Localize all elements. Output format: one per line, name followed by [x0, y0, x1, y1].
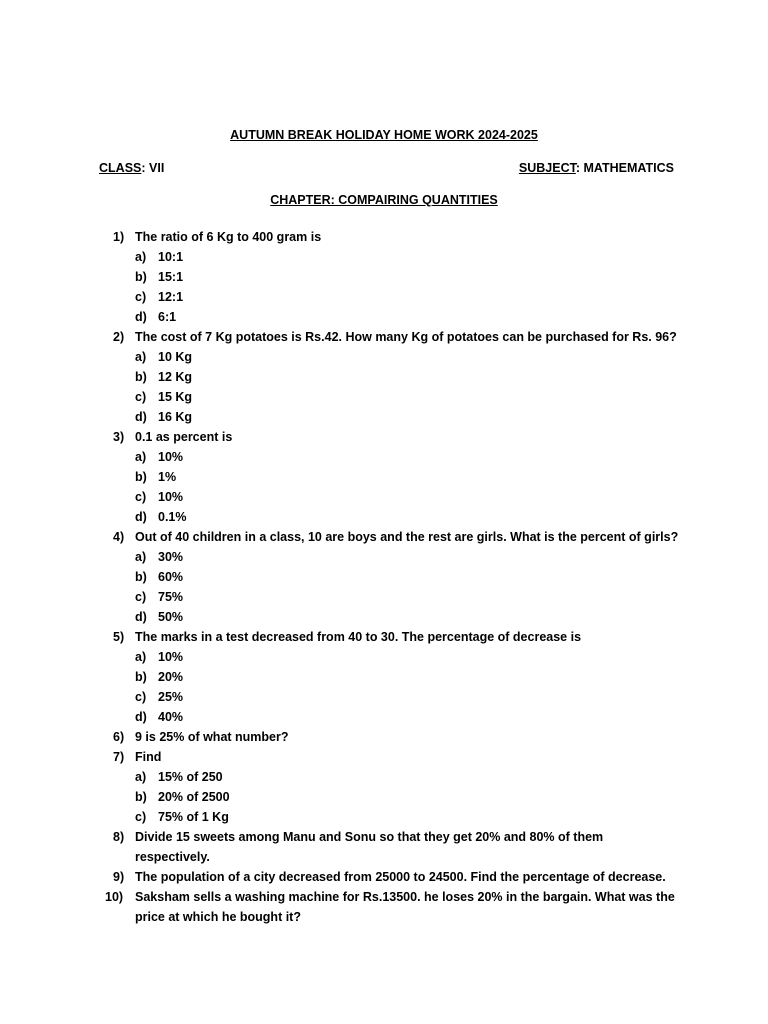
- answer-option: [99, 287, 679, 307]
- answer-option: [99, 567, 679, 587]
- option-text: 15% of 250: [158, 770, 223, 784]
- option-letter: c): [135, 810, 147, 824]
- option-text: 60%: [158, 570, 184, 584]
- question-number: 9): [113, 870, 125, 884]
- option-letter: b): [135, 370, 147, 384]
- question-number: 10): [105, 890, 124, 904]
- option-text: 10%: [158, 450, 184, 464]
- question-item: [99, 627, 679, 647]
- question-text: Divide 15 sweets among Manu and Sonu so that they get 20% and 80% of them respectively.: [135, 830, 604, 864]
- subject-line: [519, 161, 674, 175]
- answer-option: [99, 787, 679, 807]
- answer-option: [99, 347, 679, 367]
- option-letter: d): [135, 610, 147, 624]
- subject-label: SUBJECT: [518, 161, 576, 175]
- answer-option: [99, 387, 679, 407]
- class-value: : VII: [141, 161, 165, 175]
- answer-option: [99, 467, 679, 487]
- option-letter: c): [135, 590, 147, 604]
- option-text: 12 Kg: [158, 370, 193, 384]
- option-text: 15:1: [158, 270, 184, 284]
- answer-option: [99, 267, 679, 287]
- answer-option: [99, 647, 679, 667]
- question-text: 0.1 as percent is: [135, 430, 233, 444]
- question-item: [99, 527, 679, 547]
- document-title: AUTUMN BREAK HOLIDAY HOME WORK 2024-2025: [230, 128, 538, 142]
- option-text: 75%: [158, 590, 184, 604]
- option-text: 10%: [158, 490, 184, 504]
- answer-option: [99, 447, 679, 467]
- question-item: [99, 827, 679, 867]
- option-letter: d): [135, 310, 147, 324]
- question-number: 8): [113, 830, 125, 844]
- option-letter: d): [135, 410, 147, 424]
- question-item: [99, 887, 679, 927]
- option-letter: b): [135, 670, 147, 684]
- answer-option: [99, 667, 679, 687]
- option-text: 10 Kg: [158, 350, 193, 364]
- question-number: 6): [113, 730, 125, 744]
- option-letter: c): [135, 490, 147, 504]
- option-letter: d): [135, 510, 147, 524]
- question-item: [99, 227, 679, 247]
- answer-option: [99, 547, 679, 567]
- answer-option: [99, 407, 679, 427]
- option-letter: a): [135, 450, 147, 464]
- question-text: The ratio of 6 Kg to 400 gram is: [135, 230, 322, 244]
- option-text: 10%: [158, 650, 184, 664]
- option-text: 20% of 2500: [158, 790, 230, 804]
- option-letter: a): [135, 250, 147, 264]
- option-text: 10:1: [158, 250, 184, 264]
- option-text: 1%: [158, 470, 177, 484]
- question-text: 9 is 25% of what number?: [135, 730, 289, 744]
- option-text: 75% of 1 Kg: [158, 810, 229, 824]
- question-number: 1): [113, 230, 125, 244]
- option-letter: b): [135, 270, 147, 284]
- question-item: [99, 867, 679, 887]
- option-letter: b): [135, 790, 147, 804]
- answer-option: [99, 807, 679, 827]
- option-letter: b): [135, 570, 147, 584]
- option-text: 20%: [158, 670, 184, 684]
- option-text: 0.1%: [158, 510, 187, 524]
- option-letter: a): [135, 770, 147, 784]
- option-text: 12:1: [158, 290, 184, 304]
- answer-option: [99, 247, 679, 267]
- question-item: [99, 327, 679, 347]
- question-text: The marks in a test decreased from 40 to 30. The percentage of decrease is: [135, 630, 582, 644]
- answer-option: [99, 687, 679, 707]
- answer-option: [99, 607, 679, 627]
- question-text: The population of a city decreased from 25000 to 24500. Find the percentage of decrease.: [135, 870, 666, 884]
- question-number: 4): [113, 530, 125, 544]
- question-text: Out of 40 children in a class, 10 are boys and the rest are girls. What is the percent of girls?: [135, 530, 679, 544]
- class-line: [99, 161, 164, 175]
- question-number: 3): [113, 430, 125, 444]
- option-text: 16 Kg: [158, 410, 193, 424]
- option-text: 15 Kg: [158, 390, 193, 404]
- option-letter: d): [135, 710, 147, 724]
- option-text: 50%: [158, 610, 184, 624]
- answer-option: [99, 707, 679, 727]
- answer-option: [99, 307, 679, 327]
- option-text: 6:1: [158, 310, 177, 324]
- option-letter: c): [135, 690, 147, 704]
- answer-option: [99, 507, 679, 527]
- question-number: 7): [113, 750, 125, 764]
- answer-option: [99, 587, 679, 607]
- answer-option: [99, 367, 679, 387]
- option-letter: c): [135, 390, 147, 404]
- question-text: Find: [135, 750, 162, 764]
- option-letter: a): [135, 550, 147, 564]
- question-list: [99, 227, 679, 927]
- class-label: CLASS: [99, 161, 142, 175]
- option-text: 40%: [158, 710, 184, 724]
- option-letter: c): [135, 290, 147, 304]
- subject-value: : MATHEMATICS: [575, 161, 674, 175]
- question-number: 5): [113, 630, 125, 644]
- question-item: [99, 427, 679, 447]
- question-item: [99, 727, 679, 747]
- option-letter: a): [135, 650, 147, 664]
- option-text: 25%: [158, 690, 184, 704]
- option-text: 30%: [158, 550, 184, 564]
- option-letter: a): [135, 350, 147, 364]
- question-number: 2): [113, 330, 125, 344]
- question-item: [99, 747, 679, 767]
- option-letter: b): [135, 470, 147, 484]
- question-text: The cost of 7 Kg potatoes is Rs.42. How many Kg of potatoes can be purchased for Rs. 96?: [135, 330, 677, 344]
- question-text: Saksham sells a washing machine for Rs.13500. he loses 20% in the bargain. What was the price at which he bought it?: [135, 890, 675, 924]
- answer-option: [99, 767, 679, 787]
- answer-option: [99, 487, 679, 507]
- chapter-heading: CHAPTER: COMPAIRING QUANTITIES: [270, 193, 498, 207]
